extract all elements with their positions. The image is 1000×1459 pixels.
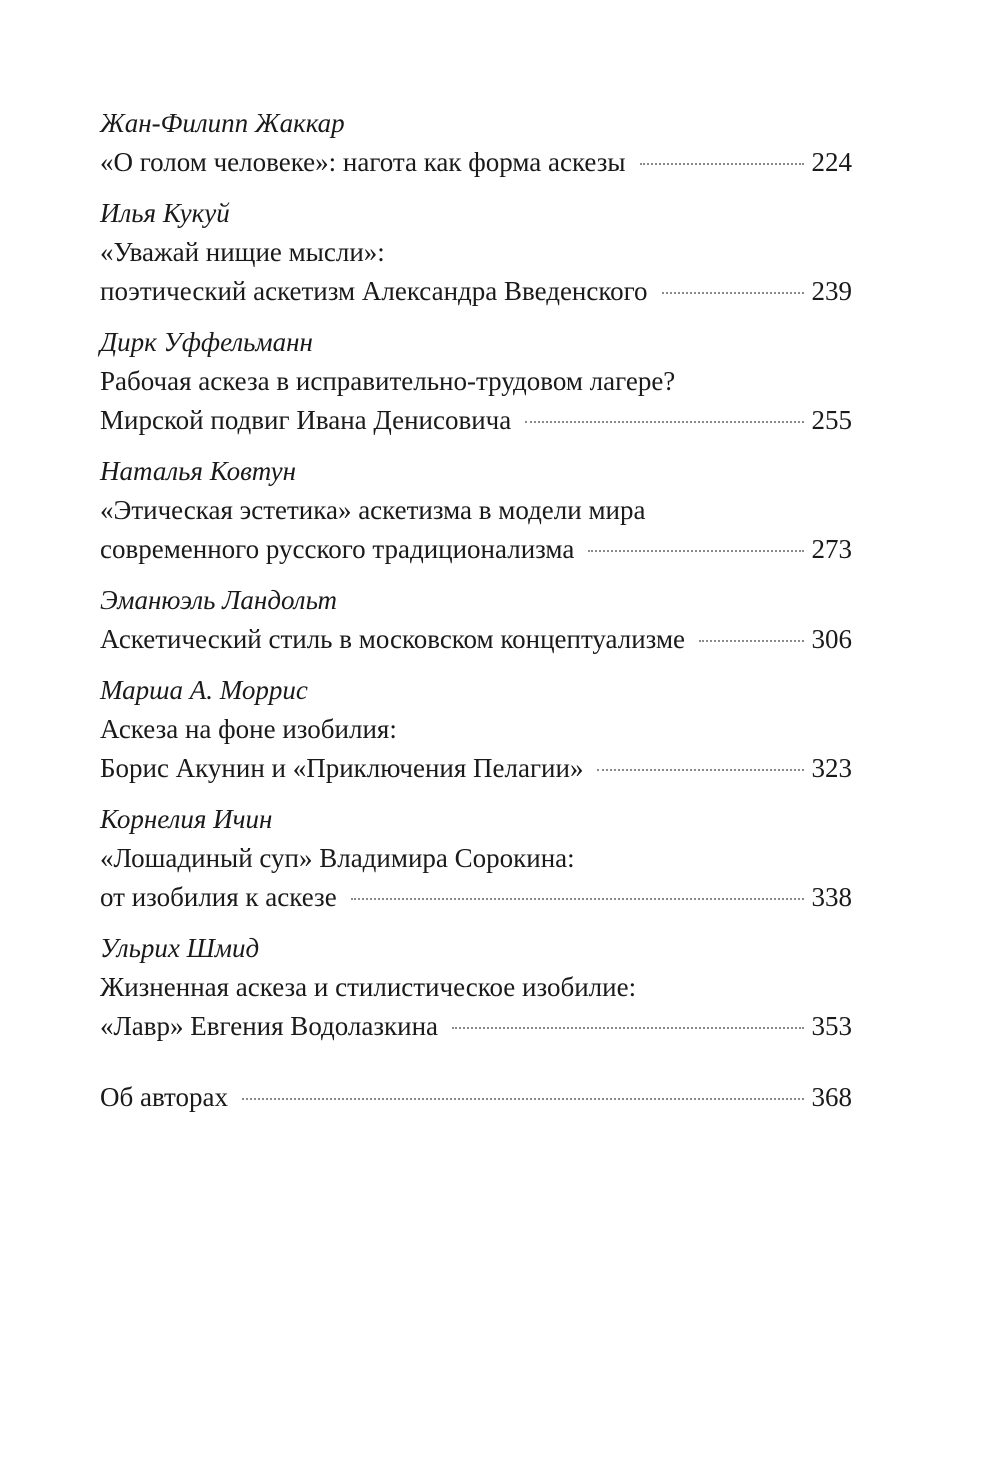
dot-leader — [351, 898, 804, 900]
page-number: 306 — [811, 624, 852, 654]
dot-leader — [525, 421, 803, 423]
dot-leader — [452, 1027, 803, 1029]
entry-title: Рабочая аскеза в исправительно-трудовом лагере? — [100, 366, 676, 396]
dot-leader — [699, 640, 803, 642]
page-number: 323 — [811, 753, 852, 783]
toc-entry[interactable] — [100, 800, 852, 917]
toc-entry[interactable] — [100, 452, 852, 569]
page-number: 239 — [811, 276, 852, 306]
entry-title: современного русского традиционализма — [100, 534, 575, 564]
dot-leader — [662, 292, 804, 294]
entry-title: Мирской подвиг Ивана Денисовича — [100, 405, 512, 435]
page-number: 255 — [811, 405, 852, 435]
toc-entry[interactable] — [100, 194, 852, 311]
dot-leader — [597, 769, 803, 771]
entry-author: Дирк Уффельманн — [100, 327, 313, 357]
table-of-contents — [100, 104, 852, 1129]
page-number: 224 — [811, 147, 852, 177]
entry-title: от изобилия к аскезе — [100, 882, 337, 912]
entry-title-line — [100, 1007, 852, 1046]
about-authors-label: Об авторах — [100, 1082, 228, 1112]
entry-title: «Лавр» Евгения Водолазкина — [100, 1011, 439, 1041]
entry-author: Эманюэль Ландольт — [100, 585, 338, 615]
toc-entry[interactable] — [100, 929, 852, 1046]
toc-entry-about-authors[interactable] — [100, 1078, 852, 1117]
entry-author: Илья Кукуй — [100, 198, 230, 228]
entry-title: поэтический аскетизм Александра Введенского — [100, 276, 648, 306]
entry-title-line — [100, 1078, 852, 1117]
entry-title: Жизненная аскеза и стилистическое изобилие: — [100, 972, 637, 1002]
entry-title-line — [100, 749, 852, 788]
page-number: 368 — [811, 1082, 852, 1112]
entry-title-line — [100, 530, 852, 569]
entry-title-line — [100, 878, 852, 917]
entry-title: «Лошадиный суп» Владимира Сорокина: — [100, 843, 575, 873]
entry-author: Наталья Ковтун — [100, 456, 297, 486]
entry-title-line — [100, 143, 852, 182]
entry-author: Жан-Филипп Жаккар — [100, 108, 345, 138]
entry-title: «Этическая эстетика» аскетизма в модели мира — [100, 495, 646, 525]
toc-entry[interactable] — [100, 104, 852, 182]
entry-title: Аскеза на фоне изобилия: — [100, 714, 397, 744]
dot-leader — [588, 550, 803, 552]
toc-entry[interactable] — [100, 581, 852, 659]
entry-title-line — [100, 620, 852, 659]
entry-author: Марша А. Моррис — [100, 675, 308, 705]
entry-title: Борис Акунин и «Приключения Пелагии» — [100, 753, 584, 783]
dot-leader — [640, 163, 804, 165]
page-number: 353 — [811, 1011, 852, 1041]
page-number: 338 — [811, 882, 852, 912]
entry-title-line — [100, 401, 852, 440]
toc-entry[interactable] — [100, 671, 852, 788]
entry-author: Ульрих Шмид — [100, 933, 260, 963]
entry-title-line — [100, 272, 852, 311]
entry-title: «О голом человеке»: нагота как форма аскезы — [100, 147, 626, 177]
dot-leader — [242, 1098, 804, 1100]
entry-author: Корнелия Ичин — [100, 804, 273, 834]
entry-title: Аскетический стиль в московском концептуализме — [100, 624, 686, 654]
toc-entry[interactable] — [100, 323, 852, 440]
page-number: 273 — [811, 534, 852, 564]
entry-title: «Уважай нищие мысли»: — [100, 237, 385, 267]
